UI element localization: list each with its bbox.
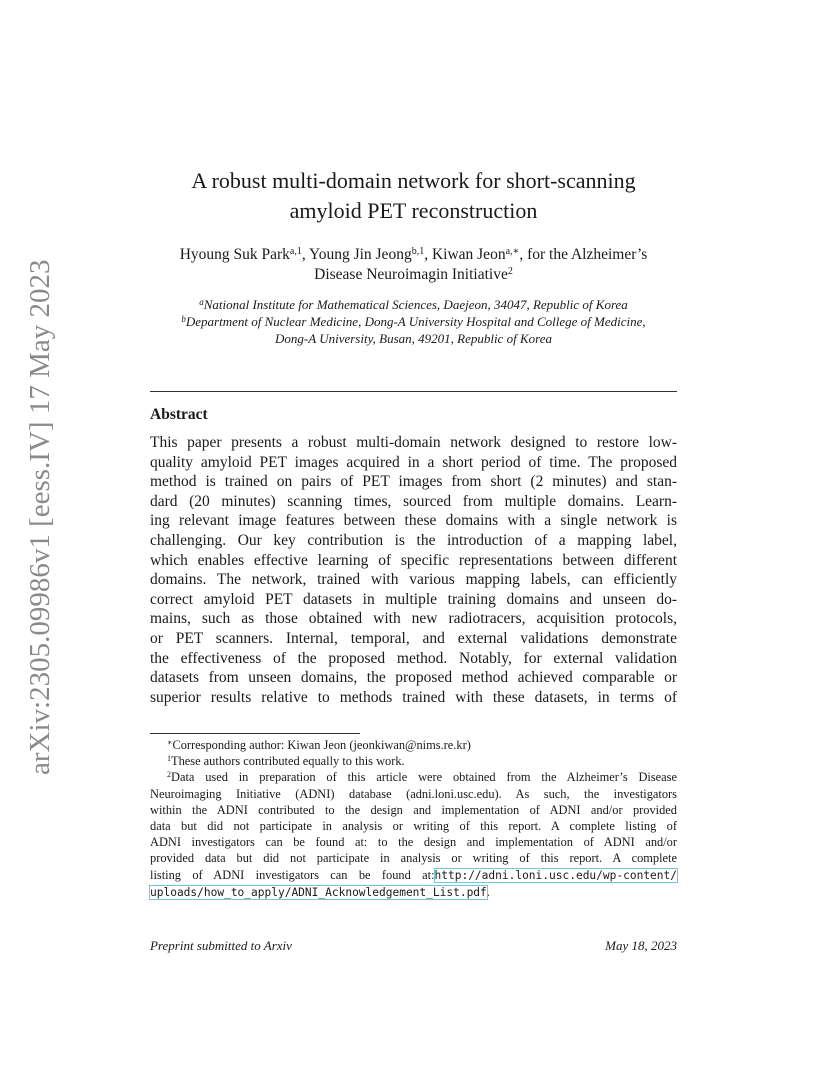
abstract-line: ing relevant image features between these domains with a single network is: [150, 512, 677, 530]
adni-url-link-cont[interactable]: uploads/how_to_apply/ADNI_Acknowledgement_List.pdf: [150, 885, 487, 899]
affiliation-b-cont: Dong-A University, Busan, 49201, Republic of Korea: [275, 331, 552, 346]
abstract-line: This paper presents a robust multi-domain network designed to restore low-: [150, 434, 677, 451]
footnote-line: [150, 769, 677, 785]
author-name: , Young Jin Jeong: [301, 246, 412, 263]
footnote-line: ADNI investigators can be found at: to the design and implementation of ADNI and/or: [150, 835, 677, 850]
footnote-rule: [150, 733, 360, 734]
abstract-line: dard (20 minutes) scanning times, sourced from multiple domains. Learn-: [150, 492, 677, 510]
abstract-heading: Abstract: [150, 406, 208, 423]
abstract-line: superior results relative to methods trained with these datasets, in terms of: [150, 688, 677, 706]
footnote-mark: 2: [167, 770, 171, 780]
author-name: , for the Alzheimer’s: [519, 246, 648, 263]
author-group: Disease Neuroimagin Initiative: [314, 266, 508, 283]
author-affil-mark[interactable]: 2: [507, 266, 513, 277]
footnote-line: within the ADNI contributed to the design and implementation of ADNI and/or provided: [150, 802, 677, 817]
footnote-mark: ∗: [167, 738, 173, 747]
author-affil-mark[interactable]: a,1: [289, 246, 302, 257]
abstract-line: domains. The network, trained with various mapping labels, can efficiently: [150, 571, 677, 589]
author-affil-mark[interactable]: b,1: [411, 246, 425, 257]
footnote-line: provided data but did not participate in analysis or writing of this report. A complete: [150, 851, 677, 866]
affiliation-text: Department of Nuclear Medicine, Dong-A University Hospital and College of Medicine,: [185, 314, 646, 329]
abstract-line: or PET scanners. Internal, temporal, and external validations demonstrate: [150, 629, 677, 647]
abstract-line: quality amyloid PET images acquired in a short period of time. The proposed: [150, 453, 677, 471]
abstract-line: correct amyloid PET datasets in multiple training domains and unseen do-: [150, 590, 677, 608]
preprint-note: Preprint submitted to Arxiv: [150, 938, 292, 953]
author-line-2: [150, 265, 677, 285]
abstract-top-rule: [150, 391, 677, 392]
footnotes: [150, 737, 677, 901]
abstract-line: the effectiveness of the proposed method. Notably, for external validation: [150, 649, 677, 667]
abstract-line: mains, such as those obtained with new radiotracers, acquisition protocols,: [150, 610, 677, 628]
affiliation-a: [146, 296, 681, 313]
author-affil-mark[interactable]: a,∗: [505, 246, 520, 257]
arxiv-identifier[interactable]: arXiv:2305.09986v1 [eess.IV] 17 May 2023: [24, 259, 56, 775]
abstract-body: [150, 433, 677, 707]
footnote-text: These authors contributed equally to this work.: [171, 754, 405, 769]
preprint-date: May 18, 2023: [605, 938, 677, 953]
affiliations: [146, 296, 681, 347]
affiliation-mark: b: [181, 314, 186, 324]
footnote-line: [150, 884, 677, 901]
paper-title: [150, 166, 677, 226]
author-name: Hyoung Suk Park: [179, 246, 290, 263]
footnote-text: Corresponding author: Kiwan Jeon (jeonkiwan@nims.re.kr): [172, 738, 471, 752]
abstract-line: method is trained on pairs of PET images from short (2 minutes) and stan-: [150, 473, 677, 491]
footnote-text: Data used in preparation of this article were obtained from the Alzheimer’s Disease: [171, 770, 677, 785]
abstract-line: challenging. Our key contribution is the introduction of a mapping label,: [150, 531, 677, 549]
author-list: [150, 245, 677, 285]
footnote-line: [150, 867, 677, 884]
abstract-line: which enables effective learning of specific representations between different: [150, 551, 677, 569]
footnote-equal-contribution: [150, 753, 677, 769]
author-name: , Kiwan Jeon: [424, 246, 506, 263]
footnote-adni: [150, 769, 677, 901]
affiliation-text: National Institute for Mathematical Sciences, Daejeon, 34047, Republic of Korea: [203, 297, 628, 312]
author-line-1: [150, 245, 677, 265]
affiliation-mark: a: [199, 297, 204, 307]
abstract-line: datasets from unseen domains, the proposed method achieved comparable or: [150, 669, 677, 687]
arxiv-stamp: [20, 259, 60, 780]
title-line-1: A robust multi-domain network for short-scanning: [191, 168, 636, 193]
affiliation-b: [146, 313, 681, 330]
title-line-2: amyloid PET reconstruction: [289, 198, 538, 223]
footnote-mark: 1: [167, 754, 171, 764]
footnote-text: .: [486, 884, 490, 899]
adni-url-link[interactable]: http://adni.loni.usc.edu/wp-content/: [434, 868, 677, 882]
footnote-corresponding: [150, 737, 677, 753]
footnote-line: Neuroimaging Initiative (ADNI) database (adni.loni.usc.edu). As such, the investigators: [150, 786, 677, 801]
footnote-line: data but did not participate in analysis or writing of this report. A complete listing of: [150, 819, 677, 834]
footnote-text: listing of ADNI investigators can be found at:: [150, 867, 435, 882]
